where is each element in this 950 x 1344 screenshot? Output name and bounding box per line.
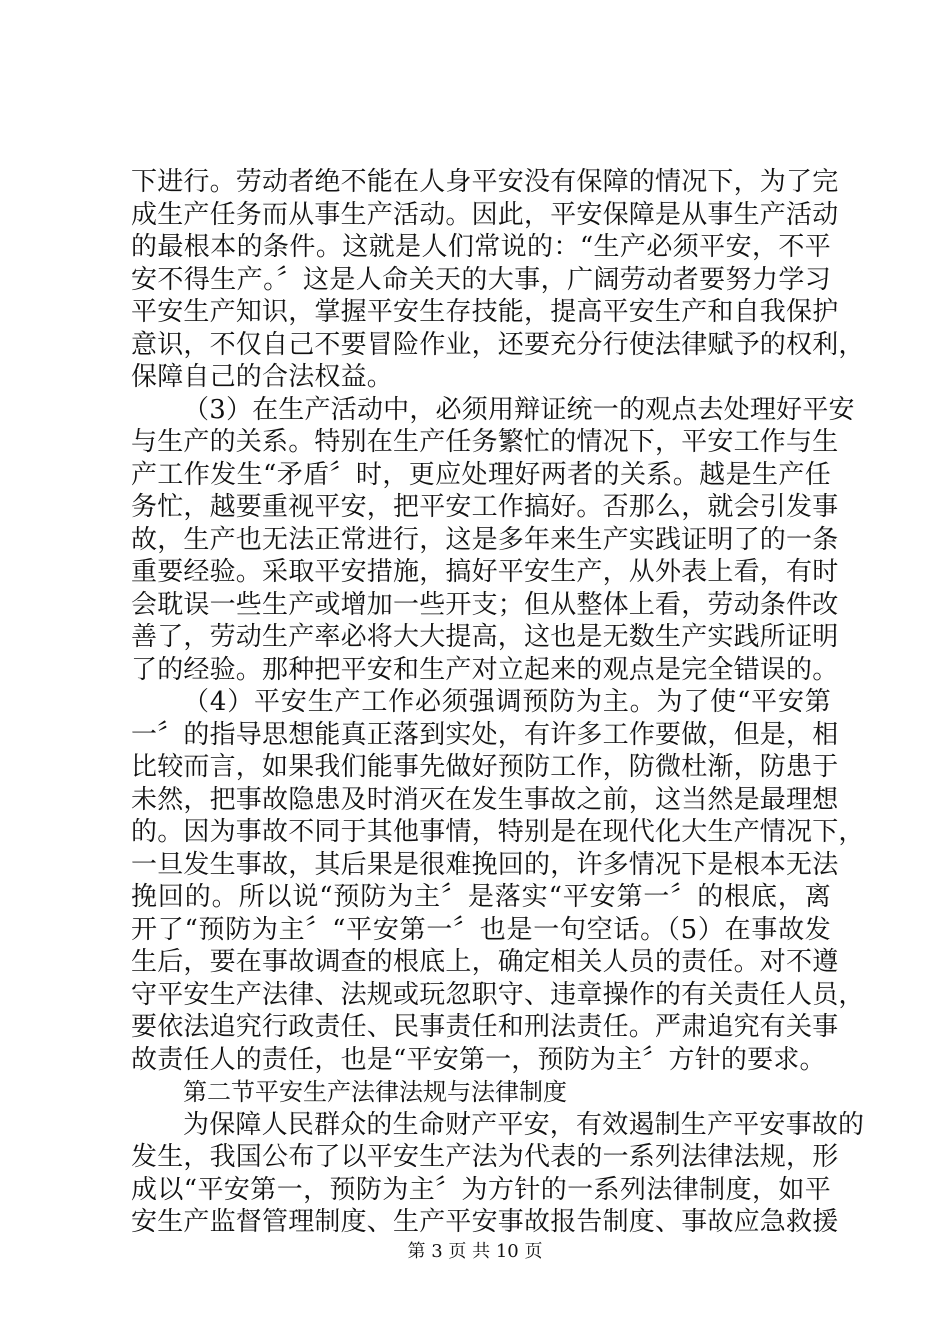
- text-line: 一旦发生事故，其后果是很难挽回的，许多情况下是根本无法: [131, 849, 839, 880]
- text-line: 发生，我国公布了以平安生产法为代表的一系列法律法规，形: [131, 1142, 839, 1172]
- body-text: [131, 166, 865, 1239]
- text-line: 生后，要在事故调查的根底上，确定相关人员的责任。对不遵: [131, 947, 839, 977]
- text-line: 故责任人的责任，也是“平安第一，预防为主〞方针的要求。: [131, 1044, 826, 1075]
- text-line: 产工作发生“矛盾〞时，更应处理好两者的关系。越是生产任: [131, 459, 831, 490]
- text-line: 成以“平安第一，预防为主〞为方针的一系列法律制度，如平: [131, 1174, 831, 1205]
- text-line: 善了，劳动生产率必将大大提高，这也是无数生产实践所证明: [131, 622, 839, 652]
- text-line: 要依法追究行政责任、民事责任和刑法责任。严肃追究有关事: [131, 1012, 839, 1042]
- section-heading: 第二节平安生产法律法规与法律制度: [183, 1078, 567, 1106]
- text-line: 会耽误一些生产或增加一些开支；但从整体上看，劳动条件改: [131, 589, 839, 620]
- text-line: 守平安生产法律、法规或玩忽职守、违章操作的有关责任人员，: [131, 979, 865, 1010]
- text-line: 下进行。劳动者绝不能在人身平安没有保障的情况下，为了完: [131, 167, 839, 197]
- page-number-footer: 第 3 页 共 10 页: [407, 1241, 543, 1262]
- text-line: 保障自己的合法权益。: [131, 362, 394, 392]
- text-line: 未然，把事故隐患及时消灭在发生事故之前，这当然是最理想: [131, 784, 839, 815]
- text-line: 的。因为事故不同于其他事情，特别是在现代化大生产情况下，: [131, 817, 865, 847]
- text-line: 务忙，越要重视平安，把平安工作搞好。否那么，就会引发事: [131, 492, 839, 522]
- text-line: 意识，不仅自己不要冒险作业，还要充分行使法律赋予的权利，: [131, 329, 865, 360]
- text-line: 重要经验。采取平安措施，搞好平安生产，从外表上看，有时: [131, 557, 839, 587]
- text-line: 一〞的指导思想能真正落到实处，有许多工作要做，但是，相: [131, 719, 839, 750]
- text-line: 安不得生产。〞这是人命关天的大事，广阔劳动者要努力学习: [131, 264, 831, 295]
- paragraph-start-line: 为保障人民群众的生命财产平安，有效遏制生产平安事故的: [183, 1109, 865, 1140]
- paragraph-start-line: （4）平安生产工作必须强调预防为主。为了使“平安第: [183, 687, 831, 717]
- text-line: 平安生产知识，掌握平安生存技能，提高平安生产和自我保护: [131, 297, 839, 327]
- text-line: 了的经验。那种把平安和生产对立起来的观点是完全错误的。: [131, 654, 839, 685]
- text-line: 开了“预防为主〞“平安第一〞也是一句空话。（5）在事故发: [131, 914, 831, 945]
- text-line: 安生产监督管理制度、生产平安事故报告制度、事故应急救援: [131, 1207, 839, 1237]
- text-line: 与生产的关系。特别在生产任务繁忙的情况下，平安工作与生: [131, 427, 839, 457]
- paragraph-start-line: （3）在生产活动中，必须用辩证统一的观点去处理好平安: [183, 394, 855, 425]
- text-line: 故，生产也无法正常进行，这是多年来生产实践证明了的一条: [131, 524, 839, 555]
- text-line: 成生产任务而从事生产活动。因此，平安保障是从事生产活动: [131, 199, 839, 230]
- text-line: 比较而言，如果我们能事先做好预防工作，防微杜渐，防患于: [131, 752, 839, 782]
- text-line: 的最根本的条件。这就是人们常说的：“生产必须平安，不平: [131, 232, 831, 262]
- text-line: 挽回的。所以说“预防为主〞是落实“平安第一〞的根底，离: [131, 882, 831, 912]
